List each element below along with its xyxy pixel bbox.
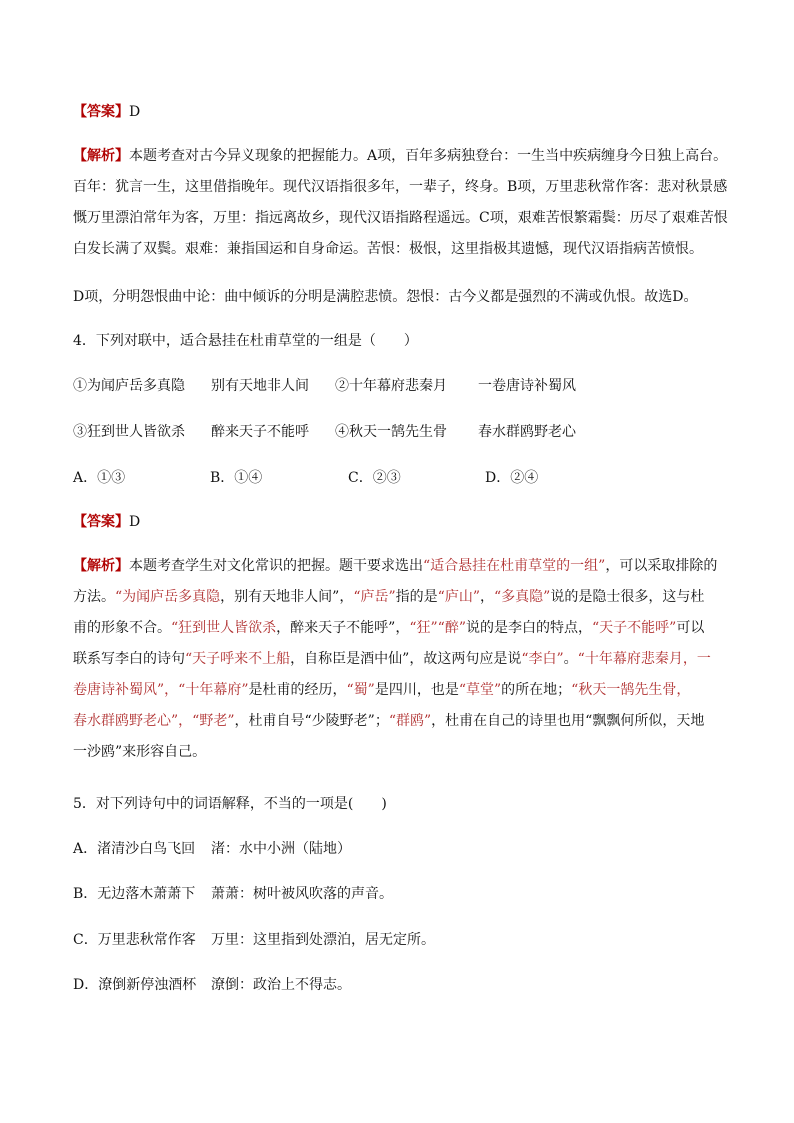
analysis-text: 是杜甫的经历， (248, 682, 347, 698)
option-b: B．①④ (210, 470, 263, 486)
q3-answer (73, 97, 763, 128)
quote-text: “醉” (437, 620, 466, 636)
analysis-line: 本题考查对古今异义现象的把握能力。A项，百年多病独登台：一生当中疾病缠身今日独上高台。 (129, 148, 728, 164)
analysis-line: 慨万里漂泊常年为客，万里：指远离故乡，现代汉语指路程遥远。C项，艰难苦恨繁霜鬓：历尽了艰难苦恨 (73, 210, 728, 226)
analysis-tag: 【解析】 (73, 148, 129, 164)
quote-text: “十年幕府悲秦月，一 (577, 651, 711, 667)
analysis-text: 方法。 (73, 589, 115, 605)
analysis-text: “少陵野老” (304, 713, 375, 729)
answer-value: D (129, 514, 141, 530)
q4-analysis (73, 551, 763, 768)
analysis-line: 百年：犹言一生，这里借指晚年。现代汉语指很多年，一辈子，终身。B项，万里悲秋常作客：悲对秋景感 (73, 179, 728, 195)
analysis-text: ； (374, 713, 389, 729)
analysis-text: 是四川，也是 (374, 682, 459, 698)
quote-text: “适合悬挂在杜甫草堂的一组” (423, 558, 606, 574)
option-c: C．②③ (348, 470, 401, 486)
analysis-text: 联系写李白的诗句 (73, 651, 185, 667)
quote-text: “庐岳” (353, 589, 396, 605)
option-d: D．②④ (485, 470, 539, 486)
quote-text: 春水群鸥野老心”， (73, 713, 193, 729)
analysis-text: 来形容自己。 (122, 744, 207, 760)
quote-text: “秋天一鹄先生骨， (571, 682, 691, 698)
option-line: C．万里悲秋常作客 (73, 932, 196, 948)
analysis-text: 。 (563, 651, 578, 667)
quote-text: “野老” (192, 713, 235, 729)
quote-text: “群鸥” (388, 713, 432, 729)
q4-answer (73, 507, 763, 538)
quote-text: “十年幕府” (178, 682, 249, 698)
analysis-text: 指的是 (395, 589, 438, 605)
quote-text: “李白” (521, 651, 564, 667)
analysis-text: ，别有天地非人间”， (220, 589, 354, 605)
analysis-text: 的所在地； (501, 682, 572, 698)
q5-stem (73, 789, 763, 820)
option-gloss: 渚：水中小洲（陆地） (211, 841, 351, 857)
quote-text: “庐山” (437, 589, 480, 605)
answer-tag: 【答案】 (73, 514, 129, 530)
quote-text: “狂到世人皆欲杀 (171, 620, 277, 636)
analysis-text: ，可以采取排除的 (605, 558, 718, 574)
answer-value: D (129, 104, 141, 120)
couplet-item: 一卷唐诗补蜀风 (478, 378, 576, 394)
couplet-item: ①为闻庐岳多真隐 (73, 378, 185, 394)
analysis-text: 说的是隐士很多，这与杜 (550, 589, 705, 605)
analysis-text: 可以 (676, 620, 705, 636)
quote-text: “为闻庐岳多真隐 (115, 589, 221, 605)
couplet-item: ③狂到世人皆欲杀 (73, 424, 185, 440)
analysis-text: ，醉来天子不能呼”， (276, 620, 410, 636)
analysis-text: 甫的形象不合。 (73, 620, 171, 636)
couplet-item: 别有天地非人间 (211, 378, 309, 394)
analysis-text: 说的是李白的特点， (466, 620, 592, 636)
analysis-text: 本题考查学生对文化常识的把握。题干要求选出 (129, 558, 423, 574)
analysis-text: ，自称臣是酒中仙”，故这两句应是说 (290, 651, 522, 667)
question-stem: 5．对下列诗句中的词语解释，不当的一项是( ) (73, 796, 387, 812)
analysis-text: 一沙鸥” (73, 744, 123, 760)
option-gloss: 万里：这里指到处漂泊，居无定所。 (211, 932, 435, 948)
quote-text: “多真隐” (494, 589, 551, 605)
question-stem: 4．下列对联中，适合悬挂在杜甫草堂的一组是（ ） (73, 333, 418, 349)
quote-text: “草堂” (458, 682, 502, 698)
option-line: A．渚清沙白鸟飞回 (73, 841, 196, 857)
analysis-text: ，杜甫在自己的诗里也用 (431, 713, 586, 729)
quote-text: “蜀” (346, 682, 375, 698)
answer-tag: 【答案】 (73, 104, 129, 120)
option-gloss: 潦倒：政治上不得志。 (211, 977, 351, 993)
couplet-item: 春水群鸥野老心 (478, 424, 576, 440)
quote-text: “天子呼来不上船 (185, 651, 291, 667)
couplet-item: ④秋天一鹄先生骨 (335, 424, 447, 440)
q3-analysis-last (73, 282, 763, 313)
analysis-line: 白发长满了双鬓。艰难：兼指国运和自身命运。苦恨：极恨，这里指极其遗憾，现代汉语指病苦愤恨。 (73, 241, 703, 257)
q3-analysis (73, 141, 763, 265)
option-a: A．①③ (73, 470, 126, 486)
analysis-text: ， (480, 589, 494, 605)
quote-text: “天子不能呼” (592, 620, 677, 636)
analysis-text: “飘飘何所似，天地 (585, 713, 705, 729)
q4-stem (73, 326, 763, 357)
analysis-line: D项，分明怨恨曲中论：曲中倾诉的分明是满腔悲愤。怨恨：古今义都是强烈的不满或仇恨。故选D。 (73, 289, 698, 305)
option-line: D．潦倒新停浊酒杯 (73, 977, 197, 993)
analysis-tag: 【解析】 (73, 558, 129, 574)
couplet-item: 醉来天子不能呼 (211, 424, 309, 440)
option-gloss: 萧萧：树叶被风吹落的声音。 (211, 886, 393, 902)
option-line: B．无边落木萧萧下 (73, 886, 196, 902)
analysis-text: ，杜甫自号 (234, 713, 305, 729)
couplet-item: ②十年幕府悲秦月 (335, 378, 447, 394)
quote-text: “狂” (409, 620, 438, 636)
quote-text: 卷唐诗补蜀风”， (73, 682, 179, 698)
